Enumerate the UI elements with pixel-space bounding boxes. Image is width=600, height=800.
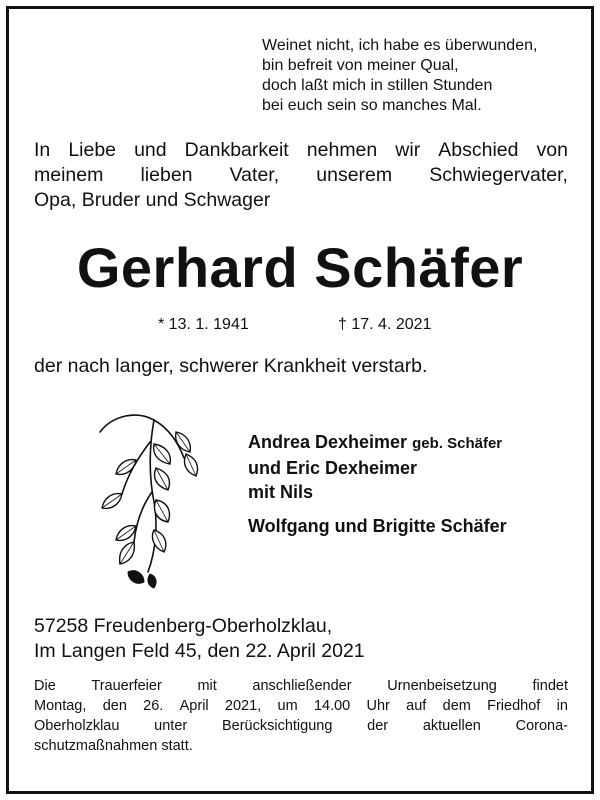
word: In (34, 139, 51, 161)
word: Urnenbeisetzung (387, 678, 497, 694)
address-line: 57258 Freudenberg-Oberholzklau, (34, 615, 333, 637)
funeral-line (34, 696, 568, 716)
word: unserem (316, 164, 393, 186)
word: auf (406, 698, 427, 714)
funeral-line (34, 716, 568, 736)
word: in (556, 698, 568, 714)
mourner-name: Andrea Dexheimer (248, 432, 408, 452)
word: lieben (140, 164, 193, 186)
word: mit (197, 678, 217, 694)
intro-text (34, 138, 568, 213)
birth-date: * 13. 1. 1941 (158, 316, 249, 333)
word: Dankbarkeit (184, 139, 289, 161)
funeral-line: schutzmaßnahmen statt. (34, 738, 193, 754)
address-line: Im Langen Feld 45, den 22. April 2021 (34, 640, 365, 662)
word: von (536, 139, 568, 161)
death-date: † 17. 4. 2021 (338, 316, 432, 333)
word: Abschied (438, 139, 519, 161)
word: Die (34, 678, 56, 694)
poem-line: bin befreit von meiner Qual, (262, 57, 459, 74)
word: unter (154, 718, 188, 734)
word: nehmen (306, 139, 378, 161)
mourner-line: und Eric Dexheimer (248, 458, 418, 478)
intro-line: Opa, Bruder und Schwager (34, 189, 271, 211)
poem-line: bei euch sein so manches Mal. (262, 97, 482, 114)
word: Berücksichtigung (221, 718, 333, 734)
word: um (277, 698, 298, 714)
poem (262, 36, 537, 116)
word: den (102, 698, 127, 714)
intro-line (34, 163, 568, 188)
word: wir (395, 139, 421, 161)
address (34, 614, 365, 664)
mourner-line (248, 430, 507, 456)
funeral-notice (34, 676, 568, 756)
word: der (367, 718, 389, 734)
word: April (179, 698, 209, 714)
word: und (134, 139, 167, 161)
intro-line (34, 138, 568, 163)
word: Oberholzklau (34, 718, 120, 734)
birch-branch-icon (92, 402, 210, 598)
word: Trauerfeier (91, 678, 162, 694)
mourners (248, 430, 507, 538)
word: 14.00 (313, 698, 351, 714)
maiden-name: geb. Schäfer (412, 435, 503, 452)
word: anschließender (252, 678, 352, 694)
word: findet (532, 678, 568, 694)
poem-line: Weinet nicht, ich habe es überwunden, (262, 37, 538, 54)
word: Vater, (229, 164, 280, 186)
word: Corona- (515, 718, 568, 734)
funeral-line (34, 676, 568, 696)
deceased-name: Gerhard Schäfer (76, 236, 524, 299)
mourner-line: Wolfgang und Brigitte Schäfer (248, 516, 507, 536)
word: aktuellen (422, 718, 481, 734)
word: meinem (34, 164, 104, 186)
word: Uhr (366, 698, 390, 714)
word: dem (442, 698, 471, 714)
word: Friedhof (487, 698, 541, 714)
word: 26. (143, 698, 164, 714)
word: Schwiegervater, (429, 164, 568, 186)
death-statement: der nach langer, schwerer Krankheit verstarb. (34, 355, 428, 377)
mourner-line: mit Nils (248, 482, 314, 502)
word: Liebe (68, 139, 117, 161)
word: Montag, (34, 698, 87, 714)
poem-line: doch laßt mich in stillen Stunden (262, 77, 493, 94)
word: 2021, (224, 698, 262, 714)
